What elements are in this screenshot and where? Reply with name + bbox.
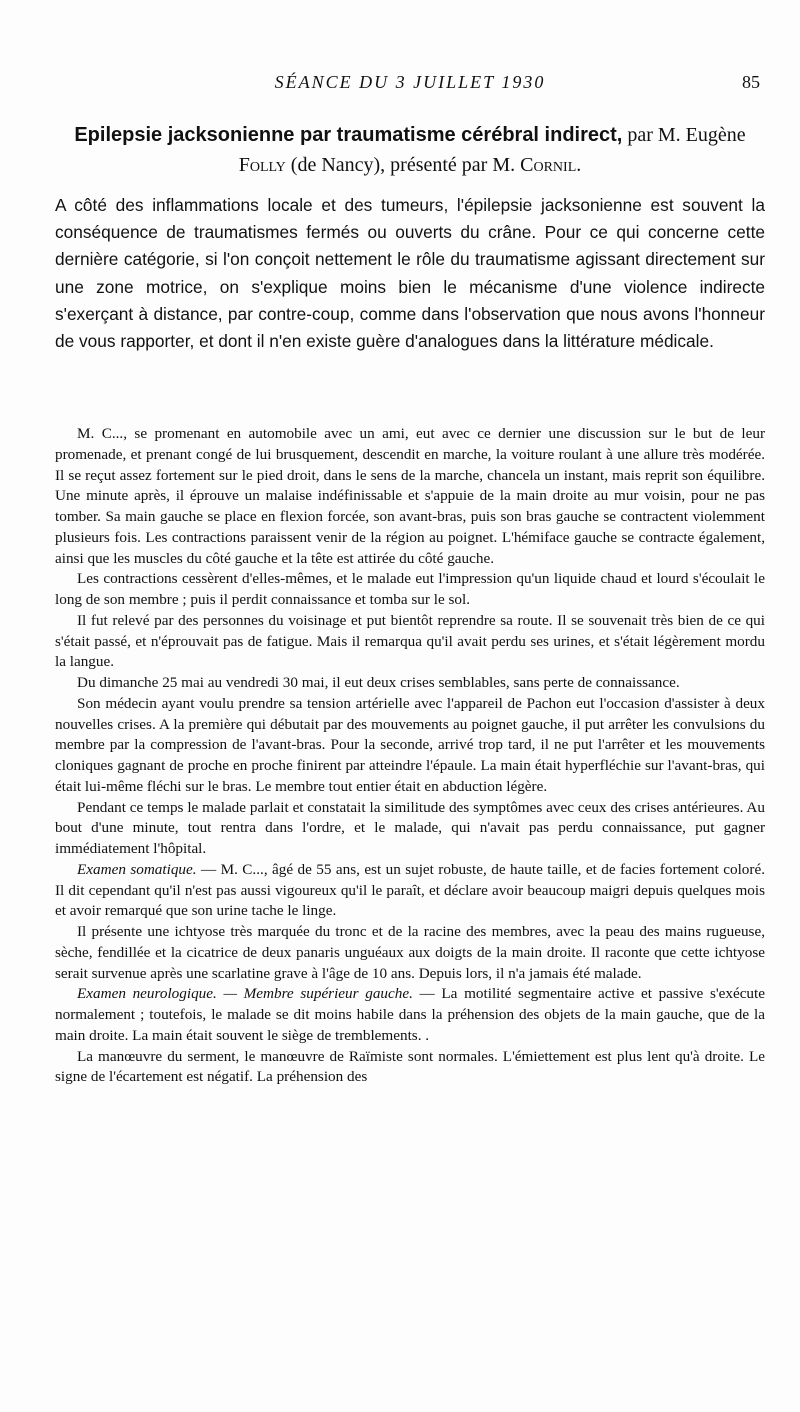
paragraph-contractions: Les contractions cessèrent d'elles-mêmes, et le malade eut l'impression qu'un liquide chaud et lourd s'écoulait le long de son membre ; puis il perdit connaissance et tomba sur le sol.: [55, 570, 765, 608]
paragraph-manoeuvres: La manœuvre du serment, le manœuvre de Raïmiste sont normales. L'émiettement est plus lent qu'à droite. Le signe de l'écartement est négatif. La préhension des: [55, 1047, 765, 1086]
page-number: 85: [742, 72, 760, 92]
paragraph-hospital: Pendant ce temps le malade parlait et constatait la similitude des symptômes avec ceux des crises antérieures. Au bout d'une minute, tout rentra dans l'ordre, et le malade, qui n'avait pas perdu connaissance, put gagner immédiatement l'hôpital.: [55, 798, 765, 857]
article-title: [55, 120, 765, 180]
page-header: [60, 72, 760, 98]
paragraph-recovery: Il fut relevé par des personnes du voisinage et put bientôt reprendre sa route. Il se souvenait très bien de ce qui s'était passé, et n'éprouvait pas de fatigue. Mais il remarqua qu'il avait perdu ses urines, et s'était légèrement mordu la langue.: [55, 611, 765, 671]
title-par1: par M. Eugène: [622, 124, 746, 146]
title-presenter: Cornil: [520, 154, 577, 176]
paragraph-exam-somatique: [55, 860, 765, 922]
intro-paragraph: A côté des inflammations locale et des tumeurs, l'épilepsie jacksonienne est souvent la conséquence de traumatismes fermés ou ouverts du crâne. Pour ce qui concerne cette dernière catégorie, si l'on conçoit nettement le rôle du traumatisme agissant directement sur une zone motrice, on s'explique moins bien le mécanisme d'une violence indirecte s'exerçant à distance, par contre-coup, comme dans l'observation que nous avons l'honneur de vous rapporter, et dont il n'en existe guère d'analogues dans la littérature médicale.: [55, 195, 765, 352]
running-title: SÉANCE DU 3 JUILLET 1930: [274, 72, 546, 92]
paragraph-ichtyose: Il présente une ichtyose très marquée du tronc et de la racine des membres, avec la peau des mains rugueuse, sèche, fendillée et la cicatrice de deux panaris unguéaux aux doigts de la main droite. Il raconte que cette ichtyose serait survenue après une scarlatine grave à l'âge de 10 ans. Depuis lors, il n'a jamais été malade.: [55, 923, 765, 982]
title-affiliation: (de Nancy), présenté par M.: [285, 154, 521, 176]
paragraph-doctor: Son médecin ayant voulu prendre sa tension artérielle avec l'appareil de Pachon eut l'occasion d'assister à deux nouvelles crises. A la première qui débutait par des mouvements au poignet gauche, il put arrêter les convulsions du membre par la compression de l'avant-bras. Pour la seconde, arrivé trop tard, il ne put l'arrêter et les mouvements cloniques gagnant de proche en proche finirent par atteindre l'épaule. La main était hyperfléchie sur l'avant-bras, qui était lui-même fléchi sur le bras. Le membre tout entier était en abduction légère.: [55, 694, 765, 795]
title-end: .: [576, 154, 582, 176]
paragraph-accident: M. C..., se promenant en automobile avec un ami, eut avec ce dernier une discussion sur le but de leur promenade, et prenant congé de lui brusquement, descendit en marche, la voiture roulant à une allure très modérée. Il se reçut assez fortement sur le pied droit, dans le sens de la marche, chancela un instant, mais reprit son équilibre. Une minute après, il éprouve un malaise indéfinissable et s'appuie de la main droite au mur voisin, pour ne pas tomber. Sa main gauche se place en flexion forcée, son avant-bras, puis son bras gauche se contractent violemment plusieurs fois. Les contractions paraissent venir de la région au poignet. L'hémiface gauche se contracte également, ainsi que les muscles du côté gauche et la tête est attirée du côté gauche.: [55, 425, 765, 567]
paragraph-new-crises: Du dimanche 25 mai au vendredi 30 mai, il eut deux crises semblables, sans perte de connaissance.: [77, 674, 680, 691]
exam-neuro-label: Examen neurologique. — Membre supérieur gauche.: [77, 985, 413, 1003]
exam-somatique-label: Examen somatique.: [77, 860, 197, 878]
exam-neuro-text: — La motilité segmentaire active et passive s'exécute normalement ; toutefois, le malade se dit moins habile dans la préhension des objets de la main gauche, que de la main droite. La main était souvent le siège de tremblements. .: [55, 985, 765, 1044]
title-author: Folly: [238, 154, 286, 176]
exam-somatique-text: — M. C..., âgé de 55 ans, est un sujet robuste, de haute taille, et de facies fortement coloré. Il dit cependant qu'il n'est pas aussi vigoureux qu'il le paraît, et déclare avoir beaucoup maigri depuis quelques mois et avoir remarqué que son urine tache le linge.: [55, 860, 765, 920]
case-report: [55, 424, 765, 1088]
paragraph-exam-neuro: [55, 984, 765, 1046]
title-main: Epilepsie jacksonienne par traumatisme cérébral indirect,: [74, 124, 623, 146]
